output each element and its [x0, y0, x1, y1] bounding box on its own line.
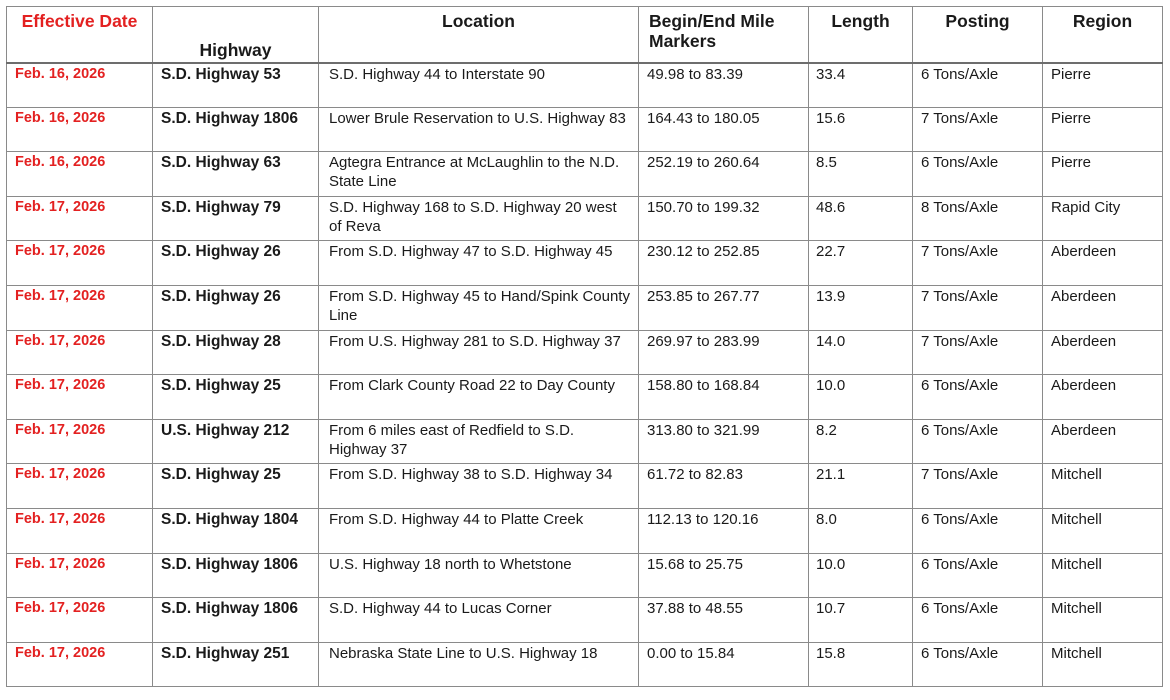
mile-markers-cell: 158.80 to 168.84 [639, 375, 809, 420]
highway-cell: S.D. Highway 79 [153, 196, 319, 241]
effective-date-cell: Feb. 17, 2026 [7, 375, 153, 420]
region-cell: Aberdeen [1043, 330, 1163, 375]
highway-cell: S.D. Highway 1806 [153, 553, 319, 598]
posting-cell: 6 Tons/Axle [913, 375, 1043, 420]
posting-cell: 7 Tons/Axle [913, 241, 1043, 286]
table-row [7, 241, 1163, 286]
effective-date-cell: Feb. 17, 2026 [7, 642, 153, 687]
location-cell: From Clark County Road 22 to Day County [319, 375, 639, 420]
table-row [7, 464, 1163, 509]
highway-cell: S.D. Highway 53 [153, 63, 319, 108]
region-cell: Pierre [1043, 152, 1163, 197]
effective-date-cell: Feb. 17, 2026 [7, 241, 153, 286]
table-row [7, 598, 1163, 643]
posting-cell: 7 Tons/Axle [913, 464, 1043, 509]
table-row [7, 642, 1163, 687]
mile-markers-cell: 164.43 to 180.05 [639, 107, 809, 152]
highway-cell: S.D. Highway 26 [153, 241, 319, 286]
table-row [7, 152, 1163, 197]
mile-markers-cell: 15.68 to 25.75 [639, 553, 809, 598]
table-header [7, 7, 1163, 63]
effective-date-cell: Feb. 17, 2026 [7, 553, 153, 598]
length-cell: 33.4 [809, 63, 913, 108]
length-cell: 13.9 [809, 285, 913, 330]
mile-markers-cell: 61.72 to 82.83 [639, 464, 809, 509]
location-cell: S.D. Highway 168 to S.D. Highway 20 west of Reva [319, 196, 639, 241]
length-cell: 15.8 [809, 642, 913, 687]
effective-date-cell: Feb. 17, 2026 [7, 419, 153, 464]
table-row [7, 107, 1163, 152]
posting-cell: 7 Tons/Axle [913, 107, 1043, 152]
location-cell: From S.D. Highway 44 to Platte Creek [319, 508, 639, 553]
effective-date-cell: Feb. 17, 2026 [7, 196, 153, 241]
length-cell: 10.7 [809, 598, 913, 643]
location-cell: From S.D. Highway 45 to Hand/Spink County Line [319, 285, 639, 330]
location-cell: Lower Brule Reservation to U.S. Highway 83 [319, 107, 639, 152]
highway-cell: S.D. Highway 1806 [153, 598, 319, 643]
table-row [7, 330, 1163, 375]
effective-date-cell: Feb. 16, 2026 [7, 63, 153, 108]
column-header-highway: Highway [153, 7, 319, 63]
length-cell: 15.6 [809, 107, 913, 152]
column-header-location: Location [319, 7, 639, 63]
highway-cell: S.D. Highway 1804 [153, 508, 319, 553]
length-cell: 10.0 [809, 553, 913, 598]
effective-date-cell: Feb. 17, 2026 [7, 464, 153, 509]
load-restriction-table [6, 6, 1163, 687]
mile-markers-cell: 37.88 to 48.55 [639, 598, 809, 643]
highway-cell: S.D. Highway 1806 [153, 107, 319, 152]
location-cell: U.S. Highway 18 north to Whetstone [319, 553, 639, 598]
region-cell: Mitchell [1043, 642, 1163, 687]
highway-cell: S.D. Highway 28 [153, 330, 319, 375]
length-cell: 8.0 [809, 508, 913, 553]
mile-markers-cell: 49.98 to 83.39 [639, 63, 809, 108]
region-cell: Mitchell [1043, 553, 1163, 598]
length-cell: 8.2 [809, 419, 913, 464]
length-cell: 48.6 [809, 196, 913, 241]
region-cell: Mitchell [1043, 598, 1163, 643]
mile-markers-cell: 253.85 to 267.77 [639, 285, 809, 330]
mile-markers-cell: 230.12 to 252.85 [639, 241, 809, 286]
column-header-region: Region [1043, 7, 1163, 63]
table-row [7, 63, 1163, 108]
posting-cell: 6 Tons/Axle [913, 508, 1043, 553]
location-cell: Nebraska State Line to U.S. Highway 18 [319, 642, 639, 687]
mile-markers-cell: 0.00 to 15.84 [639, 642, 809, 687]
effective-date-cell: Feb. 16, 2026 [7, 107, 153, 152]
region-cell: Rapid City [1043, 196, 1163, 241]
highway-cell: S.D. Highway 26 [153, 285, 319, 330]
column-header-length: Length [809, 7, 913, 63]
posting-cell: 6 Tons/Axle [913, 419, 1043, 464]
column-header-effective-date: Effective Date [7, 7, 153, 63]
posting-cell: 6 Tons/Axle [913, 63, 1043, 108]
location-cell: S.D. Highway 44 to Lucas Corner [319, 598, 639, 643]
highway-cell: U.S. Highway 212 [153, 419, 319, 464]
effective-date-cell: Feb. 17, 2026 [7, 598, 153, 643]
posting-cell: 8 Tons/Axle [913, 196, 1043, 241]
region-cell: Aberdeen [1043, 241, 1163, 286]
posting-cell: 6 Tons/Axle [913, 642, 1043, 687]
region-cell: Pierre [1043, 63, 1163, 108]
posting-cell: 7 Tons/Axle [913, 285, 1043, 330]
length-cell: 21.1 [809, 464, 913, 509]
table-row [7, 196, 1163, 241]
mile-markers-cell: 150.70 to 199.32 [639, 196, 809, 241]
column-header-posting: Posting [913, 7, 1043, 63]
mile-markers-cell: 112.13 to 120.16 [639, 508, 809, 553]
length-cell: 14.0 [809, 330, 913, 375]
region-cell: Pierre [1043, 107, 1163, 152]
table-row [7, 508, 1163, 553]
region-cell: Aberdeen [1043, 375, 1163, 420]
mile-markers-cell: 252.19 to 260.64 [639, 152, 809, 197]
location-cell: Agtegra Entrance at McLaughlin to the N.D. State Line [319, 152, 639, 197]
mile-markers-cell: 269.97 to 283.99 [639, 330, 809, 375]
length-cell: 10.0 [809, 375, 913, 420]
table-row [7, 375, 1163, 420]
table-row [7, 553, 1163, 598]
posting-cell: 6 Tons/Axle [913, 553, 1043, 598]
table-body [7, 63, 1163, 687]
region-cell: Aberdeen [1043, 285, 1163, 330]
header-row [7, 7, 1163, 63]
table-row [7, 419, 1163, 464]
location-cell: S.D. Highway 44 to Interstate 90 [319, 63, 639, 108]
effective-date-cell: Feb. 17, 2026 [7, 508, 153, 553]
region-cell: Mitchell [1043, 464, 1163, 509]
effective-date-cell: Feb. 16, 2026 [7, 152, 153, 197]
effective-date-cell: Feb. 17, 2026 [7, 330, 153, 375]
column-header-mile-markers: Begin/End Mile Markers [639, 7, 809, 63]
location-cell: From U.S. Highway 281 to S.D. Highway 37 [319, 330, 639, 375]
highway-cell: S.D. Highway 251 [153, 642, 319, 687]
location-cell: From S.D. Highway 38 to S.D. Highway 34 [319, 464, 639, 509]
highway-cell: S.D. Highway 63 [153, 152, 319, 197]
effective-date-cell: Feb. 17, 2026 [7, 285, 153, 330]
posting-cell: 6 Tons/Axle [913, 152, 1043, 197]
region-cell: Mitchell [1043, 508, 1163, 553]
length-cell: 8.5 [809, 152, 913, 197]
posting-cell: 6 Tons/Axle [913, 598, 1043, 643]
highway-cell: S.D. Highway 25 [153, 375, 319, 420]
location-cell: From S.D. Highway 47 to S.D. Highway 45 [319, 241, 639, 286]
region-cell: Aberdeen [1043, 419, 1163, 464]
posting-cell: 7 Tons/Axle [913, 330, 1043, 375]
table-row [7, 285, 1163, 330]
length-cell: 22.7 [809, 241, 913, 286]
location-cell: From 6 miles east of Redfield to S.D. Highway 37 [319, 419, 639, 464]
highway-cell: S.D. Highway 25 [153, 464, 319, 509]
mile-markers-cell: 313.80 to 321.99 [639, 419, 809, 464]
